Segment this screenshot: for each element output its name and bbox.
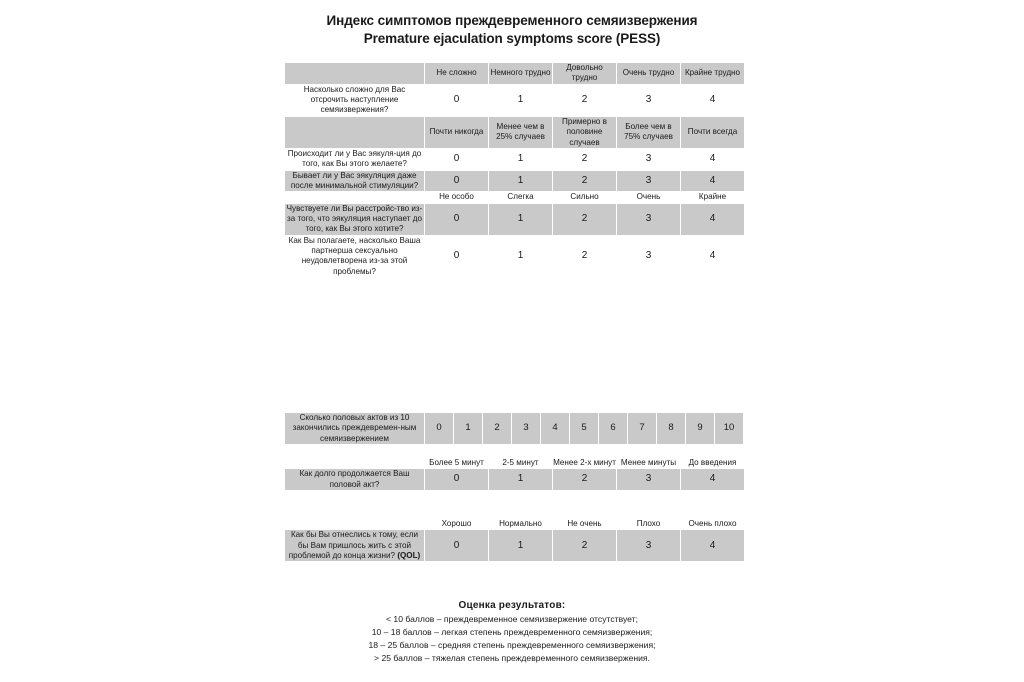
- score-cell[interactable]: 0: [425, 171, 488, 192]
- scoring-legend-line: 10 – 18 баллов – легкая степень преждевременного семяизвержения;: [371, 626, 653, 637]
- option-header: Примерно в половине случаев: [553, 117, 616, 148]
- score-cell[interactable]: 2: [483, 413, 511, 444]
- score-cell[interactable]: 4: [681, 149, 744, 170]
- question-text: Бывает ли у Вас эякуляция даже после минимальной стимуляции?: [285, 171, 424, 192]
- score-cell[interactable]: 0: [425, 149, 488, 170]
- table-row: [285, 469, 744, 490]
- option-header: Немного трудно: [489, 63, 552, 84]
- table-row: [285, 236, 744, 277]
- score-cell[interactable]: 4: [541, 413, 569, 444]
- score-cell[interactable]: 6: [599, 413, 627, 444]
- option-header: Плохо: [617, 519, 680, 529]
- header-blank-cell: [285, 519, 424, 529]
- score-cell[interactable]: 7: [628, 413, 656, 444]
- score-cell[interactable]: 0: [425, 236, 488, 277]
- pess-table-main: [284, 62, 745, 278]
- question-text: Как долго продолжается Ваш половой акт?: [285, 469, 424, 490]
- option-header: Более чем в 75% случаев: [617, 117, 680, 148]
- option-header: Довольно трудно: [553, 63, 616, 84]
- question-text-main: Как бы Вы отнеслись к тому, если бы Вам пришлось жить с этой проблемой до конца жизни?: [288, 530, 419, 561]
- score-cell[interactable]: 4: [681, 85, 744, 116]
- scoring-legend-line: < 10 баллов – преждевременное семяизвержение отсутствует;: [386, 614, 638, 624]
- option-header: Не очень: [553, 519, 616, 529]
- option-header: До введения: [681, 458, 744, 468]
- table-row: [285, 171, 744, 192]
- score-cell[interactable]: 1: [489, 149, 552, 170]
- option-header: Нормально: [489, 519, 552, 529]
- option-header: Менее чем в 25% случаев: [489, 117, 552, 148]
- score-cell[interactable]: 9: [686, 413, 714, 444]
- score-cell[interactable]: 1: [489, 530, 552, 561]
- title-russian: Индекс симптомов преждевременного семяизвержения: [326, 13, 698, 28]
- header-blank-cell: [285, 63, 424, 84]
- score-cell[interactable]: 10: [715, 413, 743, 444]
- table-row: [285, 85, 744, 116]
- header-row-qol: [285, 519, 744, 529]
- scoring-legend-line: 18 – 25 баллов – средняя степень преждевременного семяизвержения;: [368, 639, 656, 650]
- question-text: Сколько половых актов из 10 закончились преждевремен-ным семяизвержением: [285, 413, 424, 444]
- page-title: [252, 0, 772, 48]
- option-header: Крайне трудно: [681, 63, 744, 84]
- question-text: Происходит ли у Вас эякуля-ция до того, как Вы этого желаете?: [285, 149, 424, 170]
- option-header: Не сложно: [425, 63, 488, 84]
- score-cell[interactable]: 0: [425, 85, 488, 116]
- option-header: Менее 2-х минут: [553, 458, 616, 467]
- score-cell[interactable]: 2: [553, 236, 616, 277]
- score-cell[interactable]: 2: [553, 469, 616, 490]
- option-header: Сильно: [553, 192, 616, 202]
- score-cell[interactable]: 4: [681, 171, 744, 192]
- score-cell[interactable]: 3: [617, 85, 680, 116]
- score-cell[interactable]: 0: [425, 413, 453, 444]
- score-cell[interactable]: 1: [489, 236, 552, 277]
- option-header: Почти всегда: [681, 117, 744, 148]
- option-header: Не особо: [425, 192, 488, 202]
- score-cell[interactable]: 4: [681, 236, 744, 277]
- option-header: 2-5 минут: [489, 458, 552, 468]
- score-cell[interactable]: 1: [454, 413, 482, 444]
- table-row: [285, 413, 743, 444]
- score-cell[interactable]: 1: [489, 85, 552, 116]
- score-cell[interactable]: 3: [617, 204, 680, 235]
- score-cell[interactable]: 3: [617, 171, 680, 192]
- score-cell[interactable]: 3: [617, 236, 680, 277]
- option-header: Хорошо: [425, 519, 488, 529]
- header-blank-cell: [285, 458, 424, 468]
- option-header: Очень плохо: [681, 519, 744, 529]
- score-cell[interactable]: 3: [617, 469, 680, 490]
- header-blank-cell: [285, 117, 424, 148]
- pess-table-acts-out-of-ten: [284, 412, 744, 445]
- header-row-bother: [285, 192, 744, 202]
- question-text: Насколько сложно для Вас отсрочить наступление семяизвержения?: [285, 85, 424, 116]
- option-header: Менее минуты: [617, 458, 680, 468]
- pess-table-duration: [284, 457, 745, 491]
- score-cell[interactable]: 0: [425, 204, 488, 235]
- question-text: Как Вы полагаете, насколько Ваша партнерша сексуально неудовлетворена из-за этой проблемы?: [285, 236, 424, 277]
- score-cell[interactable]: 4: [681, 530, 744, 561]
- header-row-duration: [285, 458, 744, 468]
- score-cell[interactable]: 2: [553, 85, 616, 116]
- score-cell[interactable]: 0: [425, 530, 488, 561]
- score-cell[interactable]: 5: [570, 413, 598, 444]
- score-cell[interactable]: 2: [553, 149, 616, 170]
- score-cell[interactable]: 4: [681, 204, 744, 235]
- score-cell[interactable]: 1: [489, 204, 552, 235]
- table-row: [285, 149, 744, 170]
- option-header: Очень трудно: [617, 63, 680, 84]
- qol-abbreviation: (QOL): [397, 551, 421, 561]
- score-cell[interactable]: 3: [512, 413, 540, 444]
- header-blank-cell: [285, 192, 424, 202]
- score-cell[interactable]: 2: [553, 530, 616, 561]
- score-cell[interactable]: 2: [553, 204, 616, 235]
- table-row: [285, 204, 744, 235]
- option-header: Более 5 минут: [425, 458, 488, 468]
- option-header: Очень: [617, 192, 680, 202]
- score-cell[interactable]: 2: [553, 171, 616, 192]
- title-english: Premature ejaculation symptoms score (PESS): [363, 31, 661, 47]
- scoring-legend: [0, 600, 1024, 665]
- pess-table-qol: [284, 518, 745, 562]
- option-header: Крайне: [681, 192, 744, 202]
- question-text: Чувствуете ли Вы расстройс-тво из-за того, что эякуляция наступает до того, как Вы этого хотите?: [286, 203, 423, 234]
- option-header: Слегка: [489, 192, 552, 202]
- scoring-legend-heading: Оценка результатов:: [458, 600, 566, 611]
- score-cell[interactable]: 0: [425, 469, 488, 490]
- score-cell[interactable]: 3: [617, 149, 680, 170]
- header-row-difficulty: [285, 63, 744, 84]
- option-header: Почти никогда: [425, 117, 488, 148]
- score-cell[interactable]: 4: [681, 469, 744, 490]
- question-text: [285, 530, 424, 561]
- score-cell[interactable]: 1: [489, 469, 552, 490]
- score-cell[interactable]: 3: [617, 530, 680, 561]
- header-row-frequency: [285, 117, 744, 148]
- scoring-legend-line: > 25 баллов – тяжелая степень преждевременного семяизвержения.: [374, 652, 650, 663]
- score-cell[interactable]: 1: [489, 171, 552, 192]
- table-row: [285, 530, 744, 561]
- score-cell[interactable]: 8: [657, 413, 685, 444]
